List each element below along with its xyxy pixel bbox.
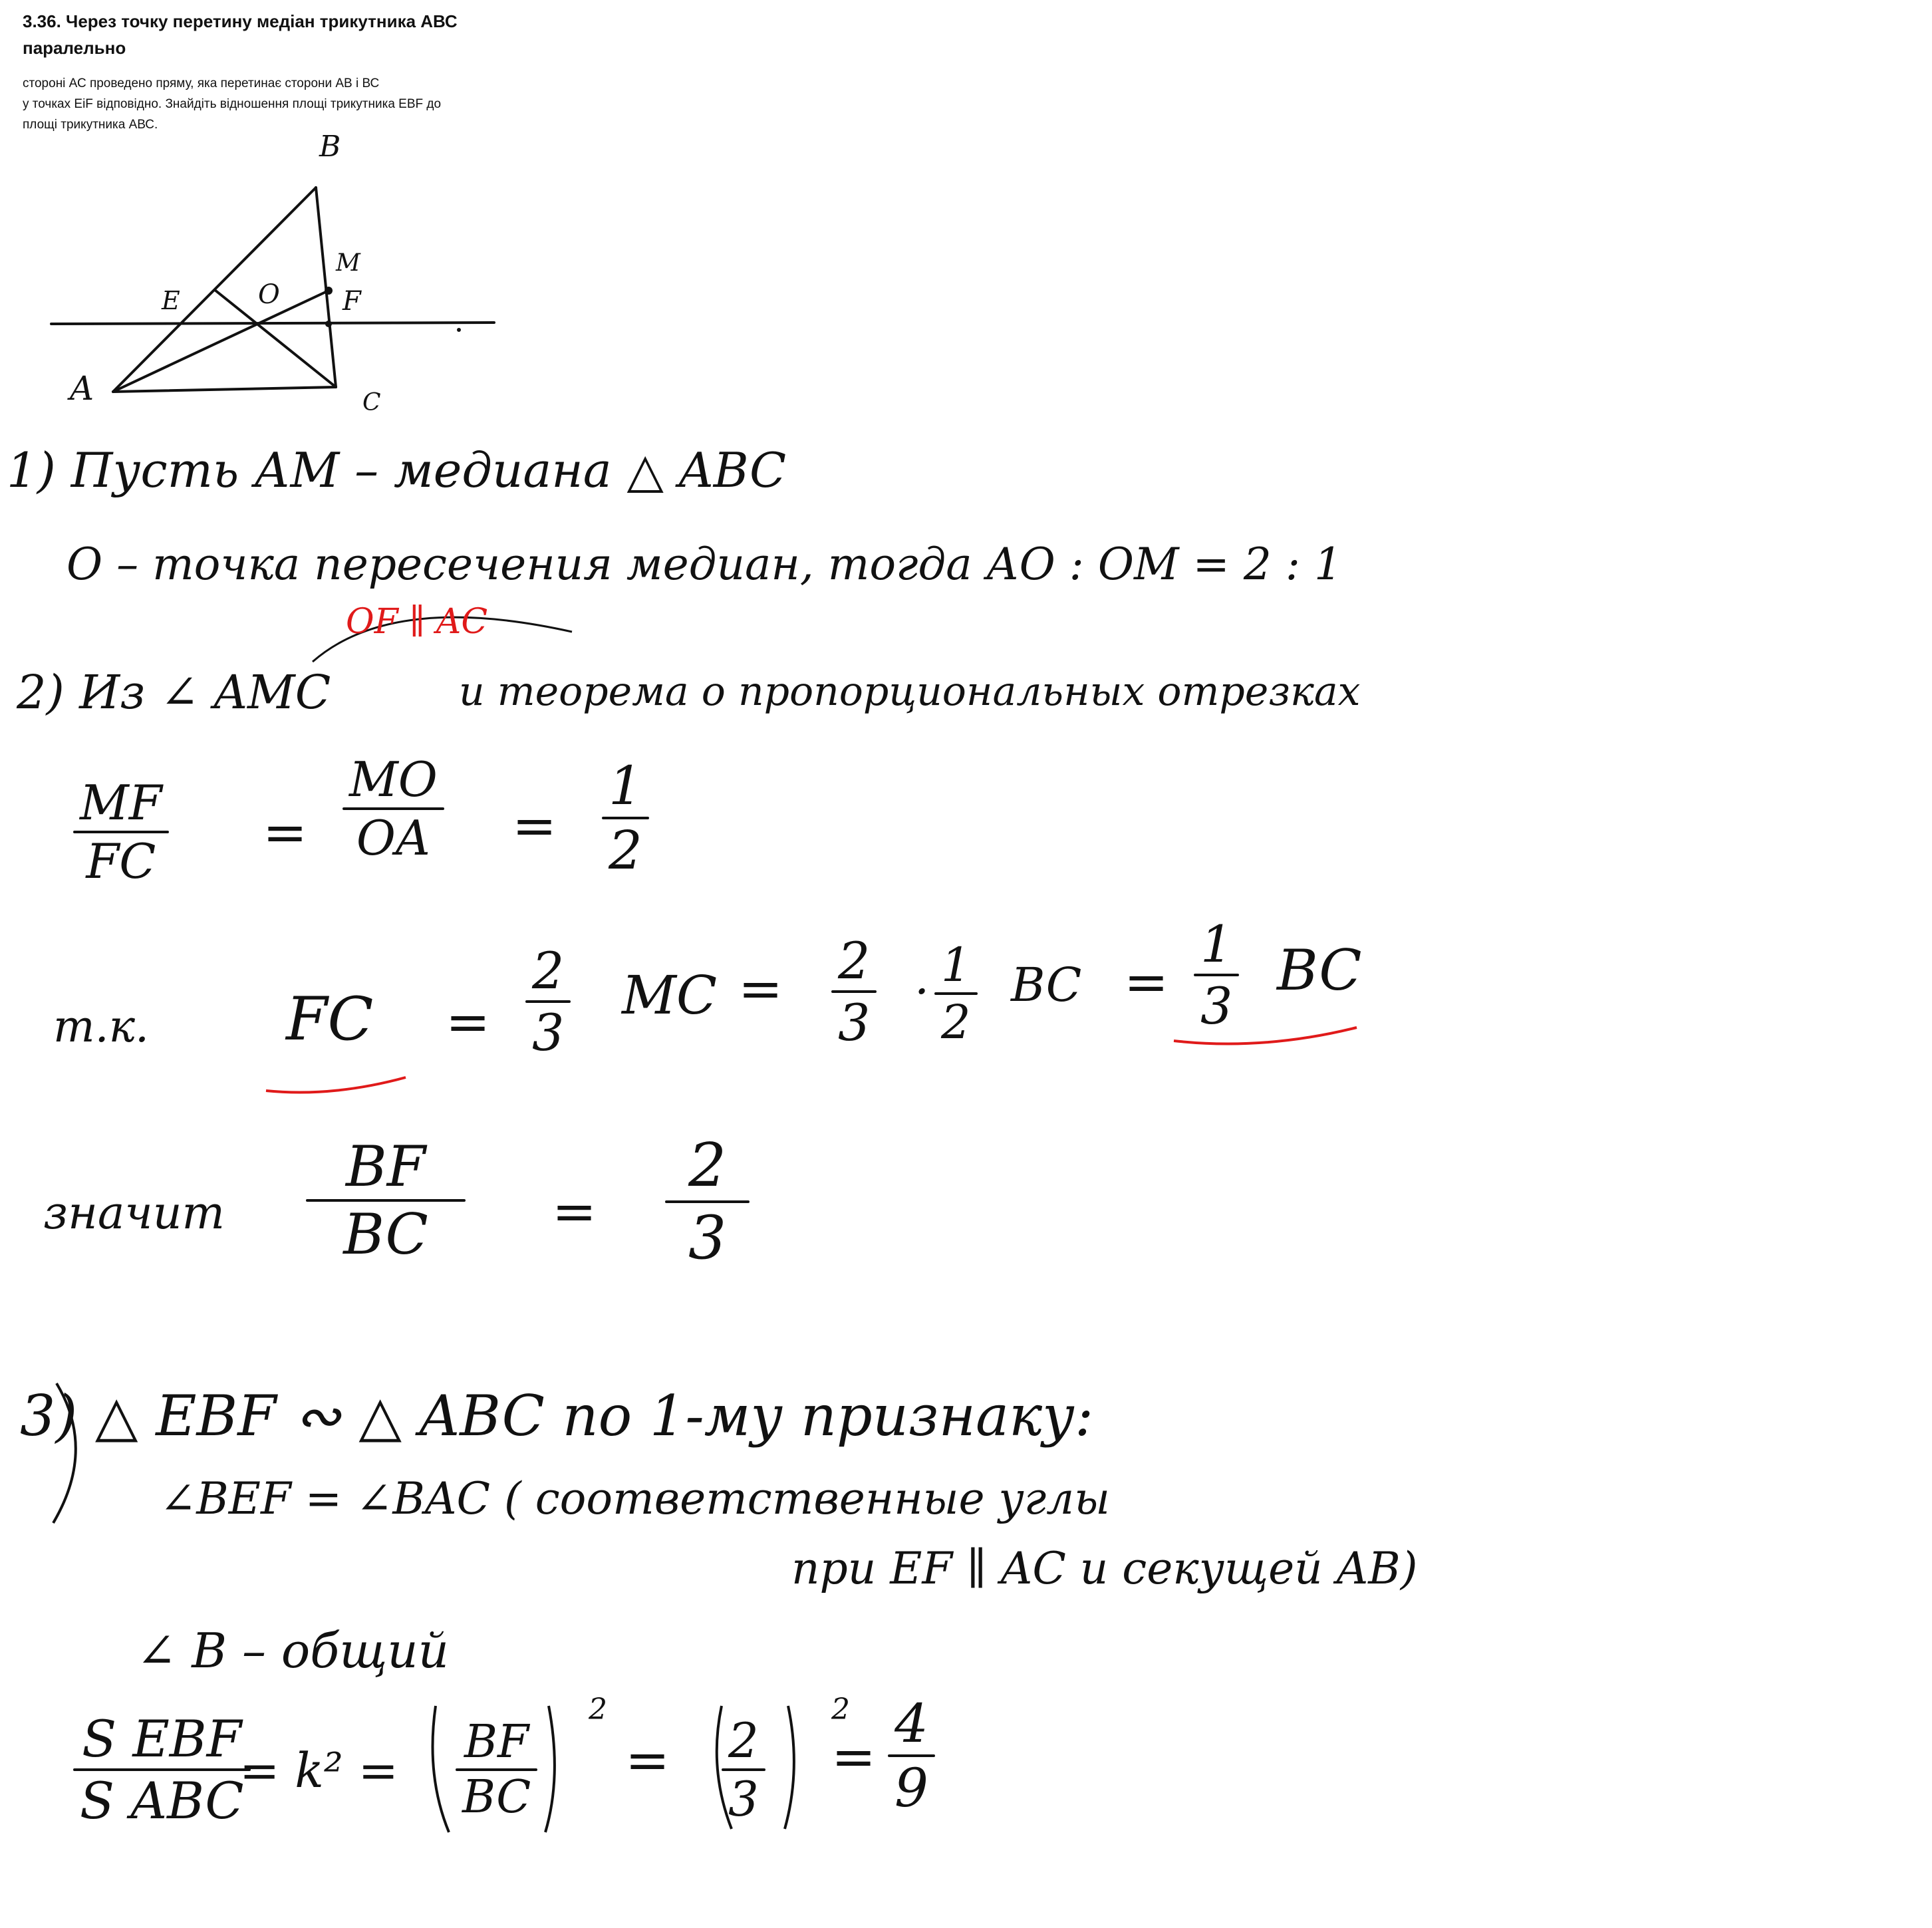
side-ac xyxy=(113,387,336,392)
step3-line4: ∠ B – общий xyxy=(136,1623,450,1679)
fraction-4-9: 4 9 xyxy=(888,1693,935,1819)
step3-line1: 3) △ EBF ∾ △ ABC по 1-му признаку: xyxy=(20,1383,1094,1448)
power-2-b: 2 xyxy=(831,1693,850,1726)
fraction-1-3: 1 3 xyxy=(1194,914,1239,1035)
step2-note: OF ∥ AC xyxy=(346,602,488,642)
label-e: E xyxy=(162,286,180,315)
paren-2 xyxy=(545,1706,555,1832)
fraction-2-3-b: 2 3 xyxy=(831,931,877,1052)
znachit-label: значит xyxy=(43,1187,225,1240)
step2-line1b: и теорема о пропорциональных отрезках xyxy=(459,668,1361,715)
eq-2: = xyxy=(512,795,557,857)
fraction-2-3-d: 2 3 xyxy=(722,1713,765,1827)
mc-label: MC xyxy=(622,964,718,1026)
label-c: C xyxy=(362,389,381,416)
bc-label-2: BC xyxy=(1277,938,1362,1003)
paren-1 xyxy=(433,1706,450,1832)
median-am xyxy=(113,291,329,392)
tk-label: т.к. xyxy=(53,1001,149,1052)
eq-1: = xyxy=(263,801,308,863)
eq-6: = xyxy=(552,1180,597,1242)
problem-text: стороні АС проведено пряму, яка перетинає сторони АВ і ВС у точках ЕіF відповідно. Знайдіть відношення площі трикутника ЕВF до площі трикутника АВС. xyxy=(23,76,442,132)
step3-line2: ∠BEF = ∠BAC ( соответственные углы xyxy=(160,1473,1110,1524)
red-underline-fc xyxy=(266,1077,406,1093)
point-f xyxy=(325,321,332,327)
k-squared: = k² = xyxy=(239,1742,398,1798)
point-dot xyxy=(457,328,461,332)
eq-5: = xyxy=(1124,951,1169,1013)
step2-line1: 2) Из ∠ AMC xyxy=(17,665,331,720)
fraction-1-2: 1 2 xyxy=(602,755,649,881)
eq-4: = xyxy=(738,958,783,1020)
fraction-s-ratio: S EBF S ABC xyxy=(73,1709,251,1830)
eq-7: = xyxy=(625,1729,670,1791)
eq-3: = xyxy=(446,991,491,1053)
fraction-mo-oa: MO OA xyxy=(343,752,444,866)
line-ef xyxy=(51,323,494,324)
side-bc xyxy=(316,188,336,387)
label-b: B xyxy=(319,130,341,164)
point-m xyxy=(325,287,333,295)
fc-label: FC xyxy=(286,984,374,1054)
power-2-a: 2 xyxy=(589,1693,607,1726)
label-f: F xyxy=(343,286,361,317)
fraction-1-2-b: 1 2 xyxy=(934,938,978,1049)
bc-label-1: BC xyxy=(1011,958,1082,1012)
fraction-2-3-a: 2 3 xyxy=(525,941,571,1062)
label-o: O xyxy=(258,279,280,310)
fraction-bf-bc-2: BF BC xyxy=(456,1716,537,1824)
paren-4 xyxy=(785,1706,794,1829)
fraction-mf-fc: MF FC xyxy=(73,775,169,889)
dot-mult: · xyxy=(914,964,930,1019)
fraction-2-3-c: 2 3 xyxy=(665,1131,750,1273)
step1-line1: 1) Пусть АМ – медиана △ ABC xyxy=(7,442,787,498)
step3-line3: при EF ∥ AC и секущей AB) xyxy=(791,1543,1418,1594)
label-m: M xyxy=(336,249,360,277)
fraction-bf-bc: BF BC xyxy=(306,1134,466,1267)
step1-line2: О – точка пересечения медиан, тогда АО : ОМ = 2 : 1 xyxy=(67,539,1342,590)
eq-8: = xyxy=(831,1726,877,1788)
label-a: A xyxy=(70,369,94,408)
problem-title: 3.36. Через точку перетину медіан трикутника АВС паралельно xyxy=(23,11,458,58)
